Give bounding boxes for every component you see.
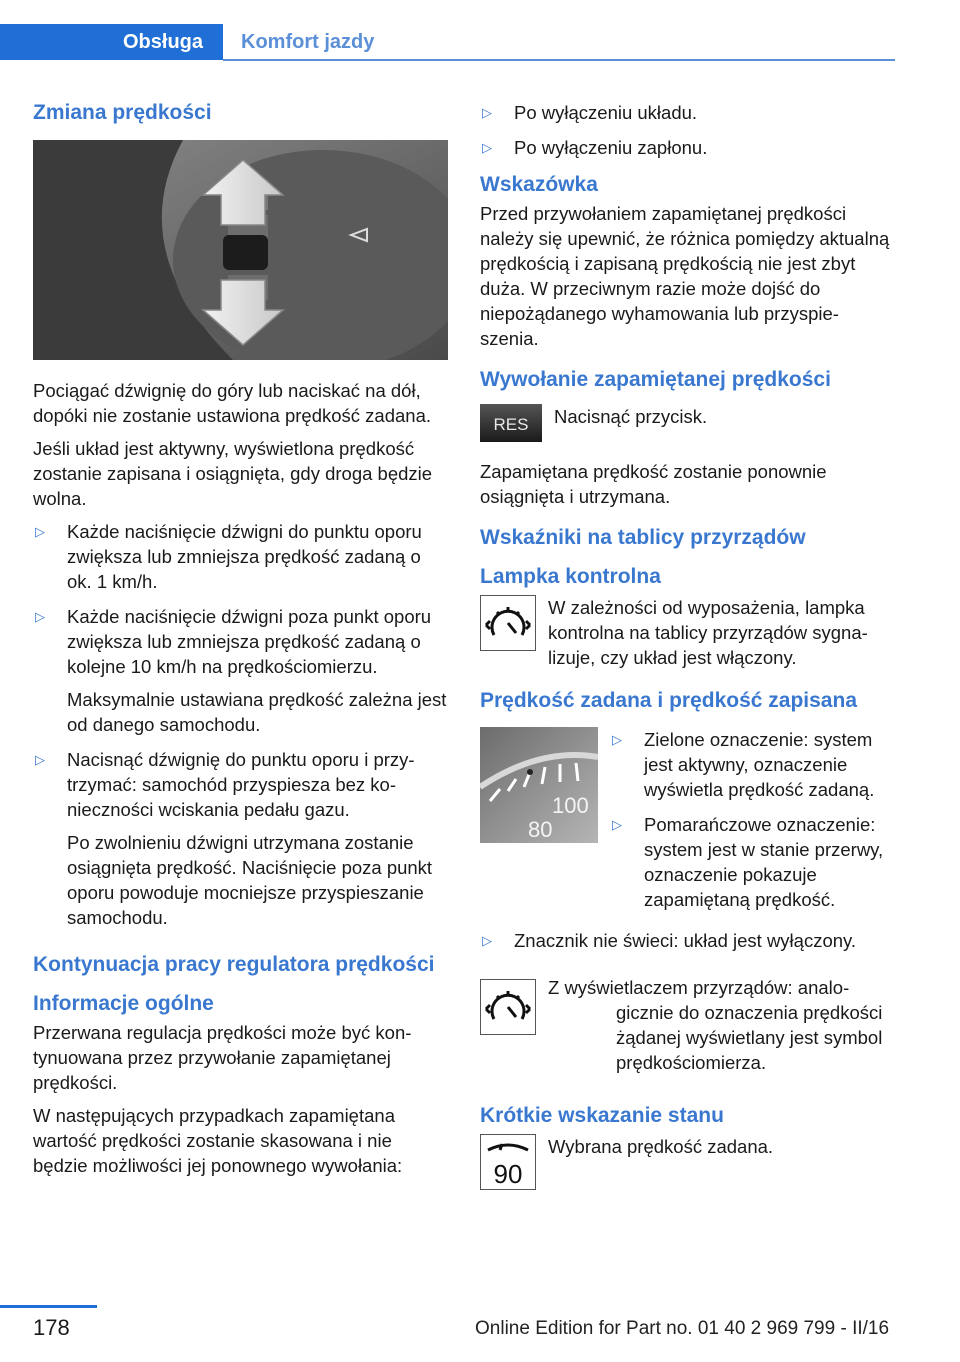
tab-komfort-jazdy[interactable]: Komfort jazdy (241, 30, 375, 53)
right-column (480, 100, 890, 1205)
list-item: ▷ Każde naciśnięcie dźwigni poza punkt oporu zwiększa lub zmniejsza prędkość zadaną o kolejne 10 km/h na prędkościomierzu. Maksymalnie ustawiana prędkość zależna jest od danego samochodu. (33, 604, 448, 737)
left-column (33, 100, 448, 1186)
section-title-resume: Kontynuacja pracy regulatora prędkości (33, 953, 435, 976)
speedo-label-100: 100 (552, 793, 589, 818)
edition-text: Online Edition for Part no. 01 40 2 969 799 - II/16 (475, 1318, 890, 1339)
list-item: ▷ Zielone oznaczenie: system jest aktywny, oznaczenie wyświetla prędkość zadaną. (610, 727, 890, 802)
speedometer-photo (480, 727, 598, 843)
section-title-speed-change: Zmiana prędkości (33, 101, 212, 124)
header-rule (223, 59, 895, 61)
section-title-lamp: Lampka kontrolna (480, 565, 661, 588)
svg-text:90: 90 (493, 1159, 523, 1189)
list-item: ▷ Nacisnąć dźwignię do punktu oporu i przytrzymać: samochód przyspiesza bez konieczności wciskania pedału gazu. Po zwolnieniu dźwigni utrzymana zostanie osiągnięta prędkość. Naciśnięcie poza punkt oporu powoduje mocniejsze przyspieszanie samochodu. (33, 747, 448, 930)
speedometer-icon (480, 595, 536, 656)
svg-text:RES: RES (493, 415, 529, 434)
tab-obsluga[interactable]: Obsługa (0, 24, 223, 60)
lamp-text: W zależności od wyposażenia, lampka kontrolna na tablicy przyrządów sygnalizuje, czy układ jest włączony. (548, 597, 868, 668)
set-speed-icon (480, 1134, 536, 1195)
speedometer-icon (480, 979, 536, 1035)
list-item: ▷ Znacznik nie świeci: układ jest wyłączony. (480, 928, 890, 953)
note-text: Przed przywołaniem zapamiętanej prędkości należy się upewnić, że różnica pomiędzy aktualną prędkością i zapisaną prędkością nie jest zbyt duża. W przeciwnym razie może dojść do niepożądanego wyhamowania lub przyspieszenia. (480, 203, 890, 349)
section-title-status: Krótkie wskazanie stanu (480, 1104, 724, 1127)
reset-bullet-list (480, 100, 890, 160)
page-number: 178 (33, 1315, 70, 1340)
paragraph-pull-lever: Pociągać dźwignię do góry lub naciskać na dół, dopóki nie zostanie ustawiona prędkość zadana. (33, 380, 432, 426)
list-item: ▷ Pomarańczowe oznaczenie: system jest w stanie przerwy, oznaczenie pokazuje zapamiętaną prędkość. (610, 812, 890, 912)
list-item: ▷ Po wyłączeniu zapłonu. (480, 135, 890, 160)
header-tabs (0, 24, 895, 62)
marker-bullet-list (610, 727, 890, 922)
note-release-lever: Po zwolnieniu dźwigni utrzymana zostanie osiągnięta prędkość. Naciśnięcie poza punkt oporu powoduje mocniejsze przyspieszanie samochodu. (67, 832, 433, 928)
display-text: Z wyświetlaczem przyrządów: analogicznie do oznaczenia prędkości żądanej wyświetlany jest symbol prędkościomierza. (548, 977, 883, 1073)
list-item: ▷ Każde naciśnięcie dźwigni do punktu oporu zwiększa lub zmniejsza prędkość zadaną o ok. 1 km/h. (33, 519, 448, 594)
speedo-row (480, 727, 890, 922)
paragraph-resume: Przerwana regulacja prędkości może być kontynuowana przez przywołanie zapamiętanej prędkości. (33, 1022, 412, 1093)
res-button-icon (480, 404, 542, 447)
recall-instruction: Nacisnąć przycisk. (554, 406, 708, 427)
section-title-speed: Prędkość zadana i prędkość zapisana (480, 689, 857, 712)
paragraph-active-system: Jeśli układ jest aktywny, wyświetlona prędkość zostanie zapisana i osiągnięta, gdy droga będzie wolna. (33, 438, 433, 509)
lever-bullet-list (33, 519, 448, 930)
lamp-row (480, 595, 890, 670)
section-title-indicators: Wskaźniki na tablicy przyrządów (480, 526, 806, 549)
section-title-recall: Wywołanie zapamiętanej prędkości (480, 368, 831, 391)
status-row (480, 1134, 890, 1195)
display-row (480, 975, 890, 1083)
note-max-speed: Maksymalnie ustawiana prędkość zależna jest od danego samochodu. (67, 689, 447, 735)
recall-paragraph: Zapamiętana prędkość zostanie ponownie osiągnięta i utrzymana. (480, 461, 827, 507)
footer-rule (0, 1305, 97, 1308)
section-title-general-info: Informacje ogólne (33, 992, 214, 1015)
paragraph-reset-cases: W następujących przypadkach zapamiętana wartość prędkości zostanie skasowana i nie będzie możliwości jej ponownego wywołania: (33, 1105, 403, 1176)
note-title: Wskazówka (480, 173, 598, 196)
off-bullet-list (480, 928, 890, 953)
list-item: ▷ Po wyłączeniu układu. (480, 100, 890, 125)
res-button-row (480, 404, 890, 447)
status-text: Wybrana prędkość zadana. (548, 1136, 774, 1157)
steering-wheel-lever-photo (33, 140, 448, 360)
speedo-label-80: 80 (528, 817, 553, 842)
